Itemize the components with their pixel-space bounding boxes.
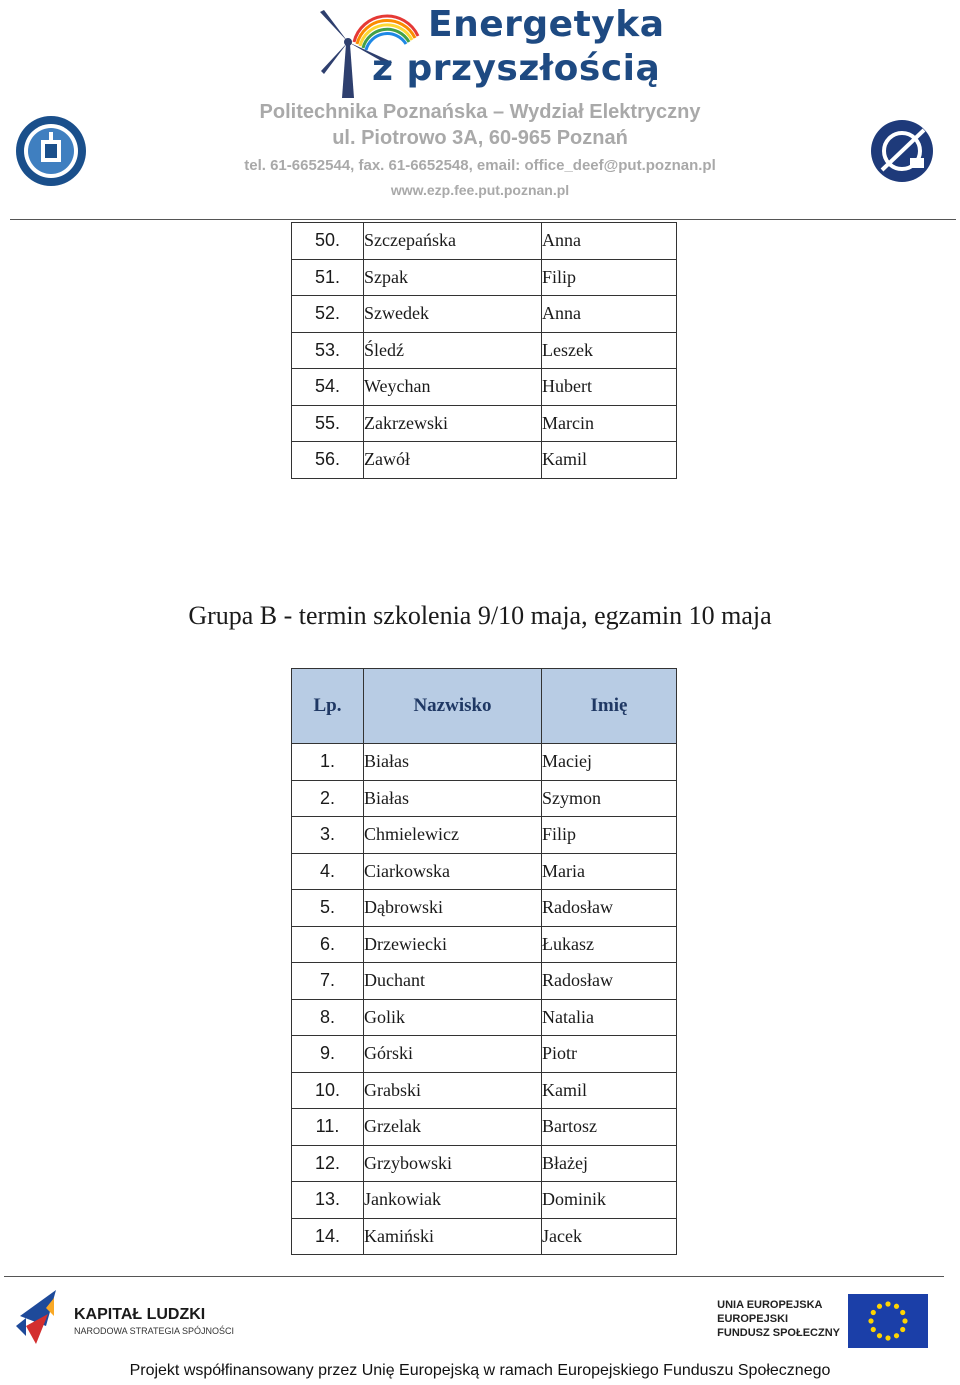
kl-subtitle: NARODOWA STRATEGIA SPÓJNOŚCI — [74, 1326, 235, 1336]
surname-cell: Białas — [364, 780, 542, 817]
institution-address: ul. Piotrowo 3A, 60-965 Poznań — [332, 127, 628, 149]
table-row — [292, 817, 677, 854]
row-number: 10. — [292, 1072, 364, 1109]
letterhead — [0, 0, 960, 220]
table-row — [292, 223, 677, 260]
first-name-cell: Filip — [542, 817, 677, 854]
table-row — [292, 1109, 677, 1146]
first-name-cell: Leszek — [542, 332, 677, 369]
table-row — [292, 744, 677, 781]
eu-line3: FUNDUSZ SPOŁECZNY — [717, 1327, 840, 1339]
row-number: 5. — [292, 890, 364, 927]
table-row — [292, 890, 677, 927]
first-name-cell: Kamil — [542, 1072, 677, 1109]
row-number: 12. — [292, 1145, 364, 1182]
table-row — [292, 999, 677, 1036]
first-name-cell: Anna — [542, 223, 677, 260]
eu-star — [885, 1301, 890, 1306]
surname-cell: Szwedek — [364, 296, 542, 333]
header-divider — [10, 219, 956, 220]
table-row — [292, 926, 677, 963]
surname-cell: Grabski — [364, 1072, 542, 1109]
eu-star — [868, 1318, 873, 1323]
surname-cell: Weychan — [364, 369, 542, 406]
first-name-cell: Anna — [542, 296, 677, 333]
first-name-cell: Błażej — [542, 1145, 677, 1182]
row-number: 52. — [292, 296, 364, 333]
kl-title: KAPITAŁ LUDZKI — [74, 1306, 206, 1323]
institution-name: Politechnika Poznańska – Wydział Elektryczny — [259, 101, 701, 123]
surname-cell: Szpak — [364, 259, 542, 296]
eu-star — [900, 1327, 905, 1332]
eu-star — [900, 1310, 905, 1315]
surname-cell: Grzybowski — [364, 1145, 542, 1182]
eu-line2: EUROPEJSKI — [717, 1313, 789, 1325]
first-name-cell: Piotr — [542, 1036, 677, 1073]
eu-star — [877, 1304, 882, 1309]
table-row — [292, 369, 677, 406]
contact-line: tel. 61-6652544, fax. 61-6652548, email: office_deef@put.poznan.pl — [244, 157, 716, 174]
surname-cell: Golik — [364, 999, 542, 1036]
row-number: 6. — [292, 926, 364, 963]
first-name-cell: Natalia — [542, 999, 677, 1036]
table-row — [292, 296, 677, 333]
header-first-name: Imię — [542, 669, 677, 744]
first-name-cell: Filip — [542, 259, 677, 296]
first-name-cell: Maciej — [542, 744, 677, 781]
table-row — [292, 1145, 677, 1182]
row-number: 11. — [292, 1109, 364, 1146]
row-number: 55. — [292, 405, 364, 442]
eu-star — [902, 1318, 907, 1323]
table-row — [292, 1182, 677, 1219]
row-number: 53. — [292, 332, 364, 369]
cofinancing-note: Projekt współfinansowany przez Unię Europejską w ramach Europejskiego Funduszu Społecznego — [129, 1362, 831, 1379]
kapital-ludzki-label — [74, 1306, 234, 1336]
header-surname: Nazwisko — [364, 669, 542, 744]
first-name-cell: Bartosz — [542, 1109, 677, 1146]
surname-cell: Jankowiak — [364, 1182, 542, 1219]
table-row — [292, 405, 677, 442]
row-number: 2. — [292, 780, 364, 817]
table-row — [292, 259, 677, 296]
table-row — [292, 780, 677, 817]
brand-subtitle: z przyszłością — [372, 48, 661, 89]
surname-cell: Dąbrowski — [364, 890, 542, 927]
footer-divider — [4, 1276, 944, 1277]
eu-line1: UNIA EUROPEJSKA — [717, 1299, 823, 1311]
first-name-cell: Łukasz — [542, 926, 677, 963]
row-number: 50. — [292, 223, 364, 260]
surname-cell: Kamiński — [364, 1218, 542, 1255]
surname-cell: Zawół — [364, 442, 542, 479]
table-row — [292, 1036, 677, 1073]
first-name-cell: Marcin — [542, 405, 677, 442]
surname-cell: Duchant — [364, 963, 542, 1000]
first-name-cell: Jacek — [542, 1218, 677, 1255]
surname-cell: Drzewiecki — [364, 926, 542, 963]
row-number: 7. — [292, 963, 364, 1000]
group-b-title: Grupa B - termin szkolenia 9/10 maja, egzamin 10 maja — [188, 601, 772, 630]
first-name-cell: Kamil — [542, 442, 677, 479]
eu-label — [717, 1298, 840, 1340]
surname-cell: Śledź — [364, 332, 542, 369]
row-number: 8. — [292, 999, 364, 1036]
eu-star — [871, 1310, 876, 1315]
group-a-table — [291, 222, 677, 479]
website-link[interactable]: www.ezp.fee.put.poznan.pl — [390, 182, 570, 198]
row-number: 1. — [292, 744, 364, 781]
group-b-table — [291, 668, 677, 1255]
eu-star — [894, 1304, 899, 1309]
row-number: 4. — [292, 853, 364, 890]
eu-flag-icon — [848, 1294, 928, 1348]
first-name-cell: Radosław — [542, 890, 677, 927]
surname-cell: Białas — [364, 744, 542, 781]
first-name-cell: Hubert — [542, 369, 677, 406]
header-lp: Lp. — [292, 669, 364, 744]
row-number: 3. — [292, 817, 364, 854]
eu-star — [871, 1327, 876, 1332]
kapital-ludzki-logo-icon — [16, 1286, 72, 1348]
table-row — [292, 963, 677, 1000]
eu-star — [885, 1335, 890, 1340]
row-number: 9. — [292, 1036, 364, 1073]
table-row — [292, 332, 677, 369]
surname-cell: Szczepańska — [364, 223, 542, 260]
table-header-row — [292, 669, 677, 744]
row-number: 54. — [292, 369, 364, 406]
row-number: 14. — [292, 1218, 364, 1255]
eu-star — [877, 1333, 882, 1338]
table-row — [292, 442, 677, 479]
surname-cell: Chmielewicz — [364, 817, 542, 854]
eu-star — [894, 1333, 899, 1338]
row-number: 13. — [292, 1182, 364, 1219]
first-name-cell: Dominik — [542, 1182, 677, 1219]
first-name-cell: Szymon — [542, 780, 677, 817]
table-row — [292, 853, 677, 890]
surname-cell: Grzelak — [364, 1109, 542, 1146]
surname-cell: Ciarkowska — [364, 853, 542, 890]
row-number: 51. — [292, 259, 364, 296]
row-number: 56. — [292, 442, 364, 479]
table-row — [292, 1218, 677, 1255]
first-name-cell: Radosław — [542, 963, 677, 1000]
first-name-cell: Maria — [542, 853, 677, 890]
university-seal-icon — [14, 114, 88, 188]
surname-cell: Zakrzewski — [364, 405, 542, 442]
table-row — [292, 1072, 677, 1109]
surname-cell: Górski — [364, 1036, 542, 1073]
brand-title: Energetyka — [428, 4, 665, 45]
